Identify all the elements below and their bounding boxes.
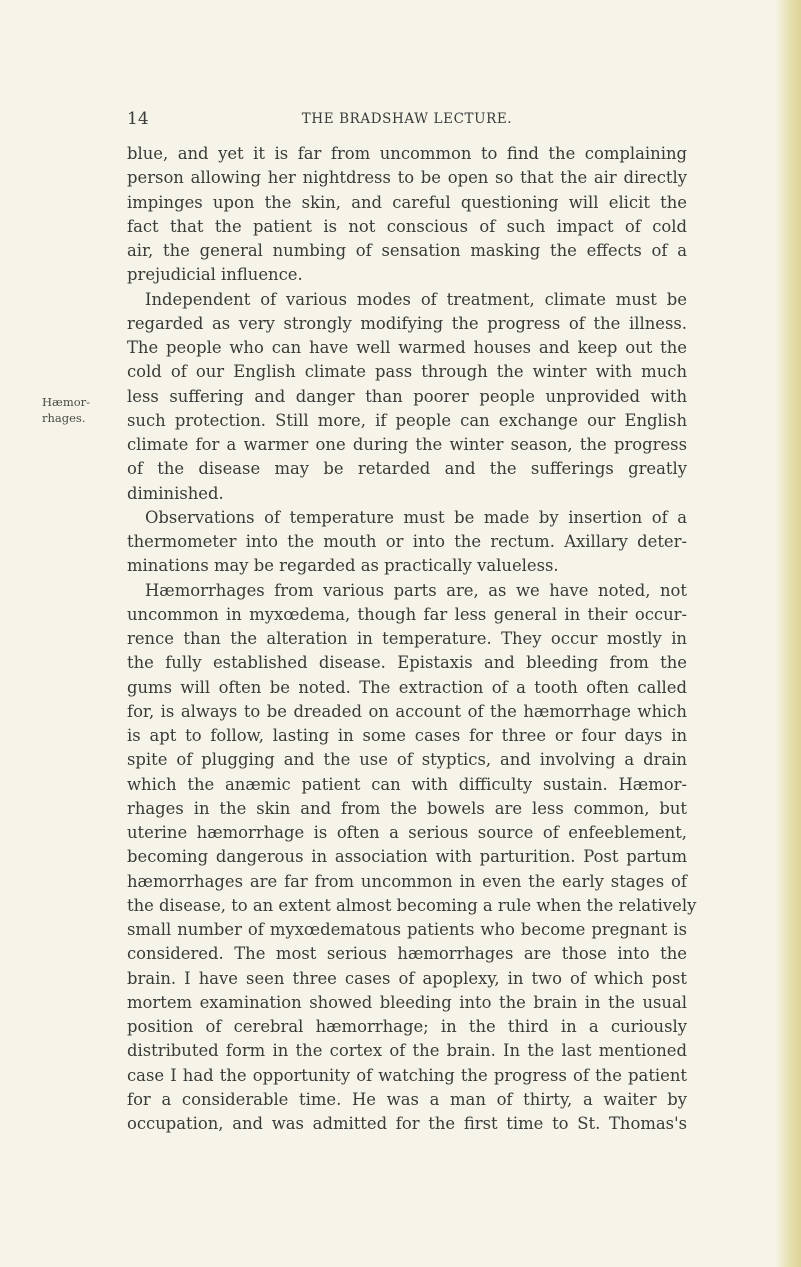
text-line: Hæmorrhages from various parts are, as we have noted, not [145,580,687,600]
text-line: considered. The most serious hæmorrhages are those into the [127,944,687,964]
text-line: which the anæmic patient can with difficulty sustain. Hæmor- [127,774,687,794]
text-line: mortem examination showed bleeding into the brain in the usual [127,992,687,1012]
margin-note [42,394,114,426]
text-line: case I had the opportunity of watching the progress of the patient [127,1065,687,1085]
text-line: air, the general numbing of sensation masking the effects of a [127,241,687,260]
margin-note-line: Hæmor- [42,395,91,409]
text-line: for a considerable time. He was a man of thirty, a waiter by [127,1089,687,1109]
text-line: fact that the patient is not conscious of such impact of cold [127,216,687,236]
text-line: position of cerebral hæmorrhage; in the third in a curiously [127,1017,687,1036]
text-line: gums will often be noted. The extraction of a tooth often called [127,677,687,697]
text-line: the fully established disease. Epistaxis and bleeding from the [127,653,687,673]
text-line: The people who can have well warmed houses and keep out the [127,338,687,357]
text-line: cold of our English climate pass through the winter with much [127,362,687,382]
body-text [127,142,697,1136]
page-header [127,107,687,131]
text-line: rence than the alteration in temperature. They occur mostly in [127,629,687,648]
text-line: for, is always to be dreaded on account of the hæmorrhage which [127,701,687,721]
margin-note-line: rhages. [42,411,86,425]
running-title: THE BRADSHAW LECTURE. [301,111,513,127]
text-line: Observations of temperature must be made by insertion of a [145,507,687,527]
text-line: minations may be regarded as practically valueless. [127,556,559,576]
text-line: prejudicial influence. [127,265,303,285]
text-line: regarded as very strongly modifying the progress of the illness. [127,313,687,333]
text-line: uterine hæmorrhage is often a serious source of enfeeblement, [127,823,687,842]
text-line: such protection. Still more, if people can exchange our English [127,410,687,430]
text-line: small number of myxœdematous patients who become pregnant is [127,920,687,939]
text-line: less suffering and danger than poorer people unprovided with [127,386,687,406]
text-line: brain. I have seen three cases of apoplexy, in two of which post [127,968,687,988]
text-line: Independent of various modes of treatment, climate must be [145,289,687,309]
text-line: hæmorrhages are far from uncommon in even the early stages of [127,871,687,891]
text-line: of the disease may be retarded and the sufferings greatly [127,459,687,479]
text-line: the disease, to an extent almost becoming a rule when the relatively [127,895,697,915]
text-line: is apt to follow, lasting in some cases for three or four days in [127,726,687,745]
text-line: diminished. [127,483,224,503]
text-line: impinges upon the skin, and careful questioning will elicit the [127,192,687,212]
text-line: uncommon in myxœdema, though far less general in their occur- [127,604,687,624]
text-line: becoming dangerous in association with parturition. Post partum [127,847,687,867]
text-line: climate for a warmer one during the winter season, the progress [127,435,687,454]
text-line: person allowing her nightdress to be open so that the air directly [127,168,687,188]
text-line: rhages in the skin and from the bowels are less common, but [127,798,687,818]
text-line: distributed form in the cortex of the brain. In the last mentioned [127,1041,687,1061]
text-line: spite of plugging and the use of styptics, and involving a drain [127,750,687,770]
text-line: thermometer into the mouth or into the rectum. Axillary deter- [127,532,687,551]
text-line: blue, and yet it is far from uncommon to find the complaining [127,144,687,163]
page-number: 14 [127,109,149,129]
text-line: occupation, and was admitted for the first time to St. Thomas's [127,1114,687,1133]
page-edge-shading [775,0,801,1267]
